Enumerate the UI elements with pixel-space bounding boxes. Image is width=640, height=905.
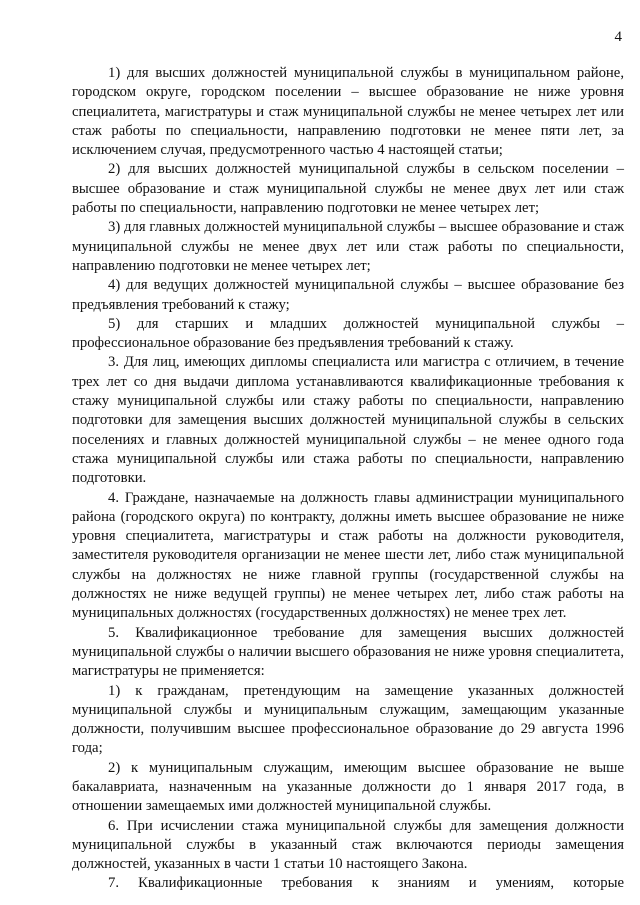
page-number: 4 — [614, 29, 622, 45]
paragraph-item-3: 3) для главных должностей муниципальной службы – высшее образование и стаж муниципальной службы не менее двух лет или стаж работы по специальности, направлению подготовки не менее четырех лет; — [72, 219, 624, 274]
paragraph-item-1: 1) для высших должностей муниципальной службы в муниципальном районе, городском округе, городском поселении – высшее образование не ниже уровня специалитета, магистратуры и стаж муниципальной службы не менее четырех лет или стаж работы по специальности, направлению подготовки не менее пяти лет, за исключением случая, предусмотренного частью 4 настоящей статьи; — [72, 65, 624, 159]
paragraph-part-4: 4. Граждане, назначаемые на должность главы администрации муниципального района (городского округа) по контракту, должны иметь высшее образование не ниже уровня специалитета, магистратуры и стаж работы на должности руководителя, заместителя руководителя организации не менее шести лет, либо стаж муниципальной службы на должностях не ниже главной группы (государственной службы на должностях не ниже ведущей группы) не менее четырех лет, либо стаж работы на муниципальных должностях (государственных должностях) не менее трех лет. — [72, 489, 624, 622]
paragraph-part-3: 3. Для лиц, имеющих дипломы специалиста или магистра с отличием, в течение трех лет со дня выдачи диплома устанавливаются квалификационные требования к стажу муниципальной службы или стажу работы по специальности, направлению подготовки для замещения высших должностей муниципальной службы в сельских поселениях и главных должностей муниципальной службы – не менее одного года стажа муниципальной службы или стажа работы по специальности, направлению подготовки. — [72, 354, 624, 487]
paragraph-item-4: 4) для ведущих должностей муниципальной службы – высшее образование без предъявления требований к стажу; — [72, 277, 624, 313]
paragraph-part-6: 6. При исчислении стажа муниципальной службы для замещения должности муниципальной службы в указанный стаж включаются периоды замещения должностей, указанных в части 1 статьи 10 настоящего Закона. — [72, 817, 624, 873]
paragraph-item-5: 5) для старших и младших должностей муниципальной службы – профессиональное образование без предъявления требований к стажу. — [72, 315, 624, 352]
paragraph-part-7: 7. Квалификационные требования к знаниям и умениям, которые — [108, 875, 624, 892]
paragraph-part-5-item-1: 1) к гражданам, претендующим на замещение указанных должностей муниципальной службы и муниципальным служащим, замещающим указанные должности, получившим высшее профессиональное образование до 29 августа 1996 года; — [72, 682, 624, 757]
document-body — [72, 64, 624, 894]
paragraph-item-2: 2) для высших должностей муниципальной службы в сельском поселении – высшее образование и стаж муниципальной службы не менее двух лет или стаж работы по специальности, направлению подготовки не менее четырех лет; — [72, 161, 624, 217]
paragraph-part-5: 5. Квалификационное требование для замещения высших должностей муниципальной службы о наличии высшего образования не ниже уровня специалитета, магистратуры не применяется: — [72, 624, 624, 680]
paragraph-part-5-item-2: 2) к муниципальным служащим, имеющим высшее образование не выше бакалавриата, назначенным на указанные должности до 1 января 2017 года, в отношении замещаемых ими должностей муниципальной службы. — [72, 759, 624, 815]
